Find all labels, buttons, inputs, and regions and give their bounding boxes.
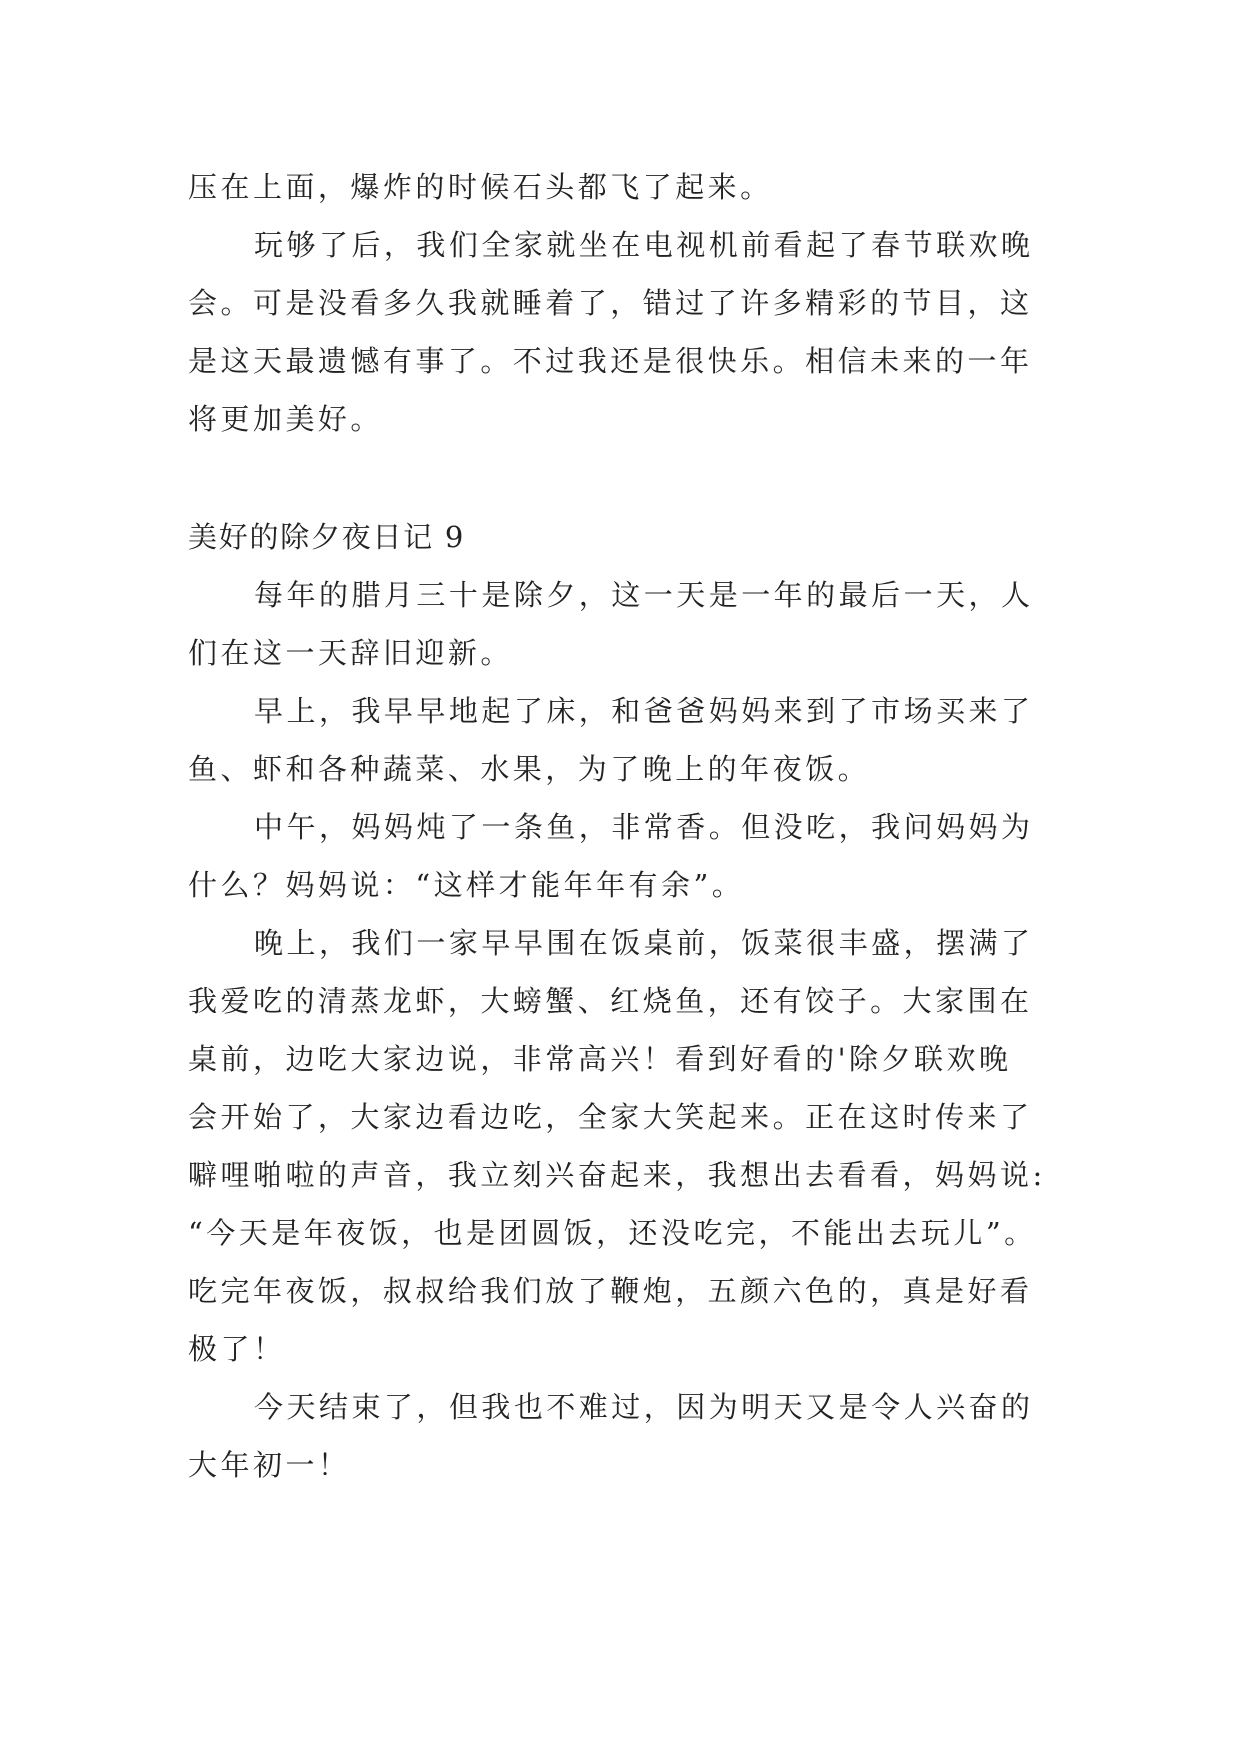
continuation-paragraph [188, 158, 1058, 216]
text-line: 会。可是没看多久我就睡着了，错过了许多精彩的节目，这 [188, 286, 1033, 320]
paragraph [188, 216, 1058, 448]
section-spacer [188, 448, 1058, 508]
paragraph [188, 566, 1058, 682]
text-line: 噼哩啪啦的声音，我立刻兴奋起来，我想出去看看，妈妈说: [188, 1158, 1046, 1192]
text-line: 桌前，边吃大家边说，非常高兴！看到好看的'除夕联欢晚 [188, 1042, 1012, 1076]
text-line: 中午，妈妈炖了一条鱼，非常香。但没吃，我问妈妈为 [254, 810, 1034, 844]
text-line: 晚上，我们一家早早围在饭桌前，饭菜很丰盛，摆满了 [254, 926, 1034, 960]
paragraph [188, 682, 1058, 798]
text-line: 鱼、虾和各种蔬菜、水果，为了晚上的年夜饭。 [188, 752, 871, 786]
document-page [188, 158, 1058, 1494]
paragraph [188, 1378, 1058, 1494]
text-line: 什么？妈妈说：“这样才能年年有余”。 [188, 868, 745, 902]
text-line: 是这天最遗憾有事了。不过我还是很快乐。相信未来的一年 [188, 344, 1033, 378]
text-line: 们在这一天辞旧迎新。 [188, 636, 513, 670]
text-line: 我爱吃的清蒸龙虾，大螃蟹、红烧鱼，还有饺子。大家围在 [188, 984, 1033, 1018]
text-line: 极了！ [188, 1332, 286, 1366]
section-title: 美好的除夕夜日记 9 [188, 520, 466, 554]
text-line: 吃完年夜饭，叔叔给我们放了鞭炮，五颜六色的，真是好看 [188, 1274, 1033, 1308]
paragraph [188, 914, 1058, 1378]
text-line: 早上，我早早地起了床，和爸爸妈妈来到了市场买来了 [254, 694, 1034, 728]
text-line: 今天结束了，但我也不难过，因为明天又是令人兴奋的 [254, 1390, 1034, 1424]
text-line: 大年初一！ [188, 1448, 351, 1482]
text-line: 压在上面，爆炸的时候石头都飞了起来。 [188, 170, 773, 204]
text-line: 每年的腊月三十是除夕，这一天是一年的最后一天，人 [254, 578, 1034, 612]
text-line: 会开始了，大家边看边吃，全家大笑起来。正在这时传来了 [188, 1100, 1033, 1134]
text-line: 将更加美好。 [188, 402, 383, 436]
text-line: 玩够了后，我们全家就坐在电视机前看起了春节联欢晚 [254, 228, 1034, 262]
text-line: “今天是年夜饭，也是团圆饭，还没吃完，不能出去玩儿”。 [188, 1216, 1037, 1250]
paragraph [188, 798, 1058, 914]
